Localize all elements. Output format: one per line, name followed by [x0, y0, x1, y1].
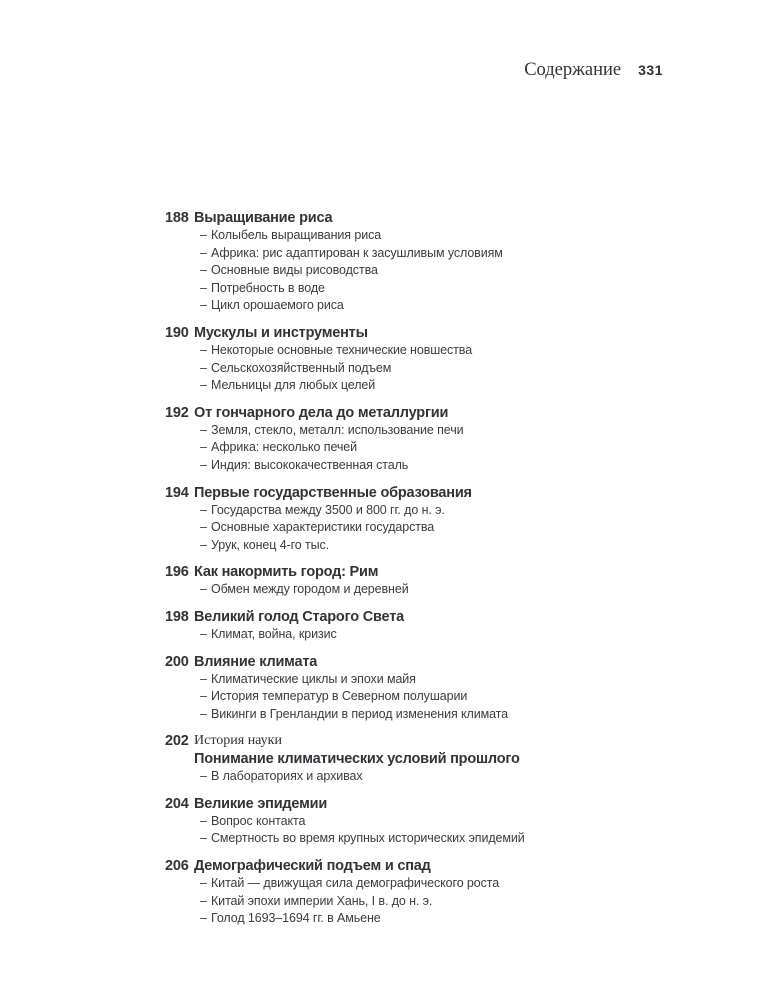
section-title: Демографический подъем и спад	[194, 858, 431, 875]
subitem-text: Смертность во время крупных исторических эпидемий	[211, 831, 525, 846]
toc-subitem	[200, 227, 645, 245]
section-head-text	[194, 732, 645, 768]
toc-subitem	[200, 280, 645, 298]
section-page-number: 188	[165, 210, 189, 226]
subitem-text: Китай эпохи империи Хань, I в. до н. э.	[211, 893, 433, 908]
toc-subitem	[200, 342, 645, 360]
subitem-text: Африка: несколько печей	[211, 440, 358, 455]
section-subitems	[165, 671, 645, 724]
toc-subitem	[200, 377, 645, 395]
subitem-text: Государства между 3500 и 800 гг. до н. э.	[211, 502, 445, 517]
subitem-text: Основные характеристики государства	[211, 520, 435, 535]
toc-section-head	[165, 857, 645, 875]
subitem-text: Цикл орошаемого риса	[211, 298, 344, 313]
subitem-text: Основные виды рисоводства	[211, 263, 378, 278]
subitem-text: Некоторые основные технические новшества	[211, 342, 473, 357]
toc-section-head	[165, 484, 645, 502]
toc-subitem	[200, 245, 645, 263]
toc-section-head	[165, 795, 645, 813]
dash-bullet: –	[200, 876, 207, 891]
toc-subitem	[200, 910, 645, 928]
toc-section	[165, 857, 645, 928]
section-subitems	[165, 422, 645, 475]
section-head-text	[194, 563, 645, 581]
section-head-text	[194, 324, 645, 342]
section-page-number: 196	[165, 564, 189, 581]
section-title: Как накормить город: Рим	[194, 564, 379, 581]
header-page-number: 331	[638, 62, 663, 78]
subitem-text: История температур в Северном полушарии	[211, 689, 468, 704]
section-head-text	[194, 404, 645, 422]
subitem-text: Обмен между городом и деревней	[211, 582, 409, 597]
toc-subitem	[200, 706, 645, 724]
subitem-text: Земля, стекло, металл: использование печи	[211, 422, 464, 437]
toc-list	[165, 209, 645, 937]
toc-subitem	[200, 893, 645, 911]
subitem-text: Мельницы для любых целей	[211, 378, 376, 393]
dash-bullet: –	[200, 360, 207, 375]
toc-section	[165, 209, 645, 315]
toc-section	[165, 324, 645, 395]
toc-section	[165, 653, 645, 724]
section-page-number: 190	[165, 324, 189, 341]
subitem-text: Африка: рис адаптирован к засушливым условиям	[211, 245, 503, 260]
dash-bullet: –	[200, 831, 207, 846]
toc-section-head	[165, 608, 645, 626]
dash-bullet: –	[200, 582, 207, 597]
toc-section	[165, 608, 645, 644]
chapter-header-title: Содержание	[524, 60, 622, 80]
toc-subitem	[200, 537, 645, 555]
toc-subitem	[200, 830, 645, 848]
toc-section-head	[165, 732, 645, 768]
toc-section-head	[165, 404, 645, 422]
section-subitems	[165, 768, 645, 786]
subitem-text: Сельскохозяйственный подъем	[211, 360, 392, 375]
dash-bullet: –	[200, 893, 207, 908]
dash-bullet: –	[200, 689, 207, 704]
section-page-number: 204	[165, 795, 189, 812]
section-head-text	[194, 857, 645, 875]
dash-bullet: –	[200, 769, 207, 784]
section-page-number: 202	[165, 733, 189, 750]
toc-subitem	[200, 439, 645, 457]
dash-bullet: –	[200, 342, 207, 357]
section-title: Понимание климатических условий прошлого	[194, 751, 520, 768]
section-page-number: 198	[165, 608, 189, 625]
section-head-text	[194, 608, 645, 626]
section-page-number: 194	[165, 484, 189, 501]
toc-section	[165, 404, 645, 475]
subitem-text: Потребность в воде	[211, 280, 325, 295]
section-page-number: 200	[165, 653, 189, 670]
dash-bullet: –	[200, 263, 207, 278]
subitem-text: Климатические циклы и эпохи майя	[211, 671, 416, 686]
section-subitems	[165, 227, 645, 315]
dash-bullet: –	[200, 520, 207, 535]
section-subitems	[165, 502, 645, 555]
toc-section-head	[165, 653, 645, 671]
toc-subitem	[200, 581, 645, 599]
toc-subitem	[200, 262, 645, 280]
subitem-text: Климат, война, кризис	[211, 626, 337, 641]
section-rubric: История науки	[194, 733, 282, 749]
toc-subitem	[200, 502, 645, 520]
toc-section-head	[165, 324, 645, 342]
section-subitems	[165, 342, 645, 395]
dash-bullet: –	[200, 280, 207, 295]
toc-subitem	[200, 422, 645, 440]
toc-section-head	[165, 209, 645, 227]
toc-section	[165, 732, 645, 786]
toc-subitem	[200, 688, 645, 706]
dash-bullet: –	[200, 378, 207, 393]
toc-subitem	[200, 626, 645, 644]
toc-subitem	[200, 813, 645, 831]
dash-bullet: –	[200, 626, 207, 641]
toc-subitem	[200, 297, 645, 315]
subitem-text: Викинги в Гренландии в период изменения климата	[211, 706, 509, 721]
toc-subitem	[200, 457, 645, 475]
section-subitems	[165, 875, 645, 928]
toc-section	[165, 563, 645, 599]
toc-subitem	[200, 671, 645, 689]
toc-subitem	[200, 360, 645, 378]
dash-bullet: –	[200, 537, 207, 552]
section-title: Мускулы и инструменты	[194, 324, 368, 341]
section-title: Великий голод Старого Света	[194, 608, 404, 625]
dash-bullet: –	[200, 245, 207, 260]
toc-section	[165, 795, 645, 848]
subitem-text: Китай — движущая сила демографического роста	[211, 876, 500, 891]
section-page-number: 192	[165, 404, 189, 421]
toc-subitem	[200, 875, 645, 893]
section-title: Великие эпидемии	[194, 795, 328, 812]
subitem-text: Урук, конец 4-го тыс.	[211, 537, 330, 552]
section-head-text	[194, 484, 645, 502]
subitem-text: В лабораториях и архивах	[211, 769, 363, 784]
section-title: Выращивание риса	[194, 210, 333, 226]
dash-bullet: –	[200, 911, 207, 926]
section-title: От гончарного дела до металлургии	[194, 404, 449, 421]
dash-bullet: –	[200, 671, 207, 686]
toc-section-head	[165, 563, 645, 581]
section-subitems	[165, 626, 645, 644]
toc-subitem	[200, 519, 645, 537]
subitem-text: Голод 1693–1694 гг. в Амьене	[211, 911, 381, 926]
dash-bullet: –	[200, 457, 207, 472]
section-subitems	[165, 813, 645, 848]
dash-bullet: –	[200, 706, 207, 721]
dash-bullet: –	[200, 440, 207, 455]
section-head-text	[194, 795, 645, 813]
section-title: Первые государственные образования	[194, 484, 472, 501]
section-title: Влияние климата	[194, 653, 318, 670]
dash-bullet: –	[200, 228, 207, 242]
dash-bullet: –	[200, 502, 207, 517]
section-head-text	[194, 653, 645, 671]
toc-subitem	[200, 768, 645, 786]
subitem-text: Колыбель выращивания риса	[211, 228, 382, 242]
section-subitems	[165, 581, 645, 599]
page-header	[524, 60, 663, 81]
dash-bullet: –	[200, 422, 207, 437]
section-head-text	[194, 209, 645, 227]
subitem-text: Индия: высококачественная сталь	[211, 457, 409, 472]
section-page-number: 206	[165, 858, 189, 875]
toc-section	[165, 484, 645, 555]
subitem-text: Вопрос контакта	[211, 813, 306, 828]
dash-bullet: –	[200, 298, 207, 313]
dash-bullet: –	[200, 813, 207, 828]
